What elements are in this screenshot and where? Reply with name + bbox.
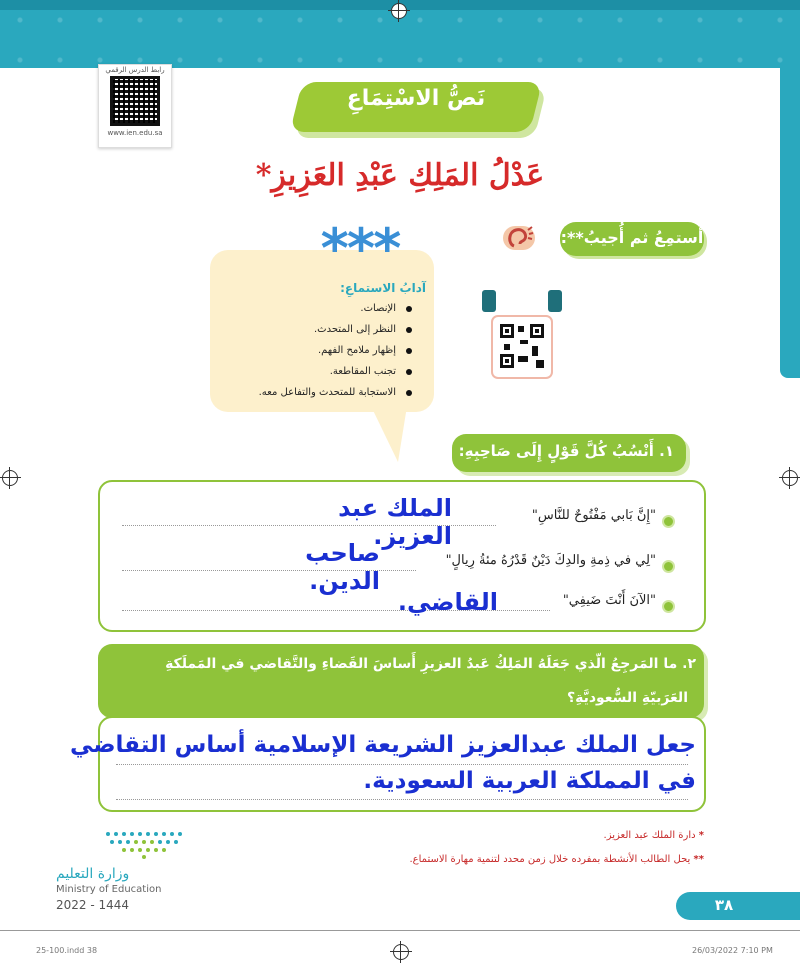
etiquette-item: النظر إلى المتحدث.: [220, 319, 416, 340]
crop-line: [0, 930, 800, 931]
file-name: 25-100.indd 38: [36, 946, 98, 955]
footnote-1-text: دارة الملك عبد العزيز.: [603, 830, 696, 841]
answer-3[interactable]: القاضي.: [397, 588, 498, 616]
quote-3: "الآنَ أَنْتَ ضَيفِي": [562, 593, 656, 608]
question-1-label: ١. أَنْسُبُ كُلَّ قَوْلٍ إِلَى صَاحِبِهِ:: [458, 442, 674, 460]
etiquette-list: [220, 298, 416, 403]
footnote-1: [460, 830, 704, 841]
quote-1: "إِنَّ بَابي مَفْتُوحٌ للنَّاسِ": [531, 508, 656, 523]
bullet-dot: [662, 560, 675, 573]
digital-lesson-qr-card[interactable]: [98, 64, 172, 148]
section-title: نَصُّ الاسْتِمَاعِ: [346, 86, 486, 111]
ministry-logo-icon: [98, 828, 190, 860]
etiquette-item: تجنب المقاطعة.: [220, 361, 416, 382]
star-marks: ***: [320, 217, 400, 280]
print-timestamp: 26/03/2022 7:10 PM: [692, 946, 773, 955]
qr-top-caption: رابط الدرس الرقمي: [105, 66, 165, 74]
qr-url[interactable]: www.ien.edu.sa: [107, 129, 163, 137]
quote-2: "لِي في ذِمةِ والدِكَ دَيْنٌ قَدْرُهُ مئةُ رِيالٍ": [445, 553, 656, 568]
bullet-dot: [662, 515, 675, 528]
footnote-2: [300, 854, 704, 865]
qr-code-icon[interactable]: [110, 76, 160, 126]
answer-line: [116, 799, 688, 800]
footnote-1-mark: *: [698, 830, 704, 841]
ear-listening-icon: [502, 224, 536, 252]
registration-mark-icon: [2, 470, 18, 486]
side-tab: [780, 68, 800, 378]
etiquette-item: إظهار ملامح الفهم.: [220, 340, 416, 361]
note-speech-tail: [368, 400, 414, 464]
question-2-line-2: العَرَبيّةِ السُّعوديَّةِ؟: [566, 690, 688, 706]
answer-q2-line-2[interactable]: في المملكة العربية السعودية.: [363, 768, 696, 794]
bullet-dot: [662, 600, 675, 613]
etiquette-item: الاستجابة للمتحدث والتفاعل معه.: [220, 382, 416, 403]
answer-1[interactable]: الملك عبد العزيز.: [338, 494, 452, 550]
footnote-2-text: يحل الطالب الأنشطة بمفرده خلال زمن محدد لتنمية مهارة الاستماع.: [409, 854, 691, 865]
edition-year: 2022 - 1444: [56, 898, 130, 912]
answer-q2-line-1[interactable]: جعل الملك عبدالعزيز الشريعة الإسلامية أساس التقاضي: [70, 732, 696, 758]
headphones-qr-icon[interactable]: [480, 286, 564, 382]
registration-mark-icon: [391, 3, 407, 19]
footnote-2-mark: **: [693, 854, 704, 865]
question-2-line-1: ٢. ما المَرجِعُ الّذي جَعَلَهُ المَلِكُ عَبدُ العزيزِ أَساسَ القَضاءِ والتَّقاضي في المَملَكةِ: [165, 656, 696, 672]
registration-mark-icon: [393, 944, 409, 960]
ministry-english: Ministry of Education: [56, 884, 162, 895]
registration-mark-icon: [782, 470, 798, 486]
ministry-arabic: وزارة التعليم: [56, 866, 130, 882]
story-title: عَدْلُ المَلِكِ عَبْدِ العَزِيزِ*: [255, 158, 545, 193]
answer-line: [116, 764, 688, 765]
answer-2[interactable]: صاحب الدين.: [305, 539, 380, 595]
listen-header-text: أَستمِعُ ثم أُجيبُ**:: [560, 228, 704, 247]
etiquette-item: الإنصات.: [220, 298, 416, 319]
etiquette-title: آدابُ الاستماعِ:: [340, 281, 426, 295]
page-number: ٣٨: [714, 896, 734, 914]
